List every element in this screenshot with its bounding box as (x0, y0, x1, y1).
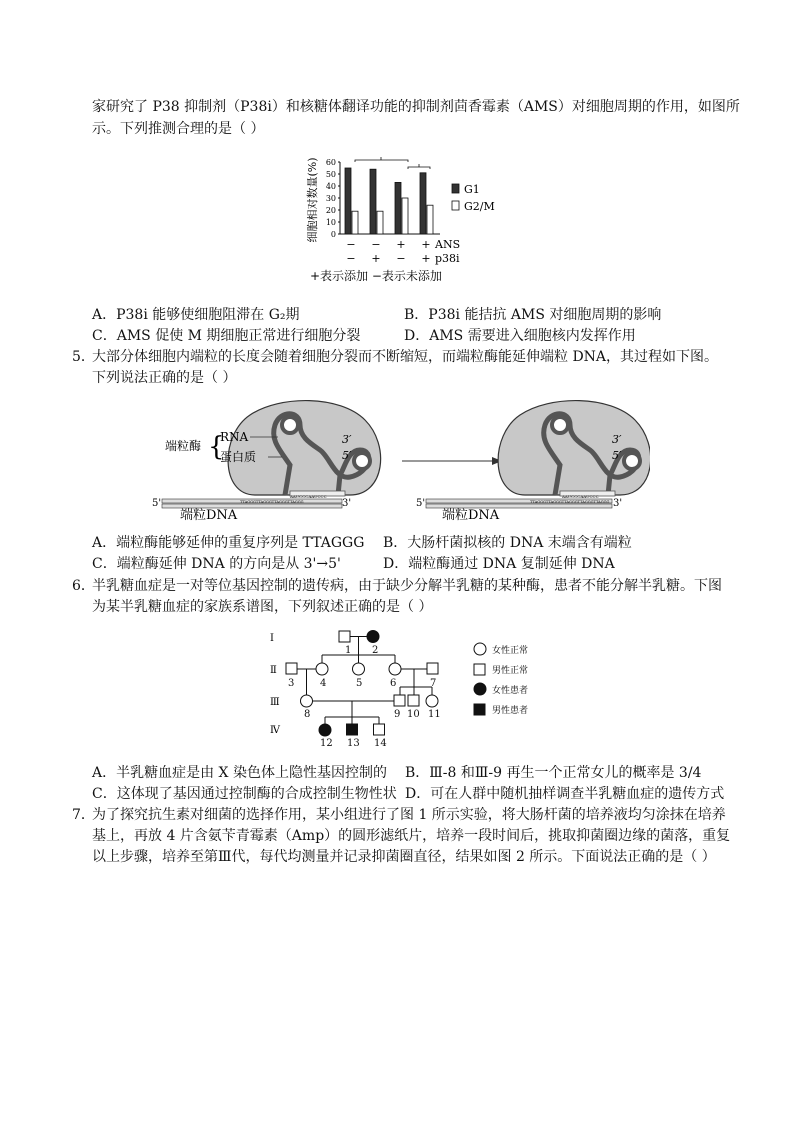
legend-female-normal: 女性正常 (492, 646, 529, 656)
id-14: 14 (374, 738, 387, 749)
p38i-1: − (346, 252, 356, 265)
chart-ylabel: 细胞相对数量(%) (306, 157, 319, 243)
legend-g2m: G2/M (464, 200, 495, 213)
q5-stem-line1: 大部分体细胞内端粒的长度会随着细胞分裂而不断缩短，而端粒酶能延伸端粒 DNA，其过程如下图。 (92, 349, 719, 365)
ans-label: ANS (435, 238, 461, 251)
q4-stem-line1: 家研究了 P38 抑制剂（P38i）和核糖体翻译功能的抑制剂茴香霉素（AMS）对细胞周期的作用，如图所 (92, 99, 740, 115)
q7-line2: 基上，再放 4 片含氨苄青霉素（Amp）的圆形滤纸片，培养一段时间后，挑取抑菌圈边缘的菌落，重复 (92, 828, 731, 844)
left-dna-label: 端粒DNA (180, 508, 238, 523)
bar-g2m-1 (352, 211, 358, 234)
id-4: 4 (320, 678, 327, 689)
q5-option-d: D．端粒酶通过 DNA 复制延伸 DNA (383, 556, 615, 572)
y-tick-label: 20 (325, 206, 336, 215)
protein-label: 蛋白质 (220, 450, 257, 464)
y-tick-label: 10 (325, 218, 336, 227)
gen-IV: Ⅳ (270, 725, 280, 736)
ans-2: − (371, 238, 381, 251)
q4-option-a: A．P38i 能够使细胞阻滞在 G₂期 (92, 307, 300, 323)
y-tick-label: 30 (325, 194, 336, 203)
chart-note: +表示添加 −表示未添加 (310, 269, 442, 283)
rna-label: RNA (220, 430, 249, 444)
q6-option-d: D．可在人群中随机抽样调查半乳糖血症的遗传方式 (405, 786, 725, 802)
q7-line1: 为了探究抗生素对细菌的选择作用，某小组进行了图 1 所示实验，将大肠杆菌的培养液均匀涂抹在培养 (92, 807, 726, 823)
pedigree-chart (262, 625, 552, 753)
gen-III: Ⅲ (270, 697, 280, 708)
y-tick-label: 40 (325, 182, 336, 191)
brace: { (208, 432, 225, 462)
q4-stem-line2: 示。下列推测合理的是（ ） (92, 121, 265, 137)
id-11: 11 (428, 709, 441, 720)
bar-g2m-3 (402, 198, 408, 234)
right-dna-label: 端粒DNA (442, 508, 500, 523)
legend-male-normal: 男性正常 (492, 666, 529, 676)
label-3prime-left: 3′ (342, 433, 352, 446)
q6-stem-line2: 为某半乳糖血症的家族系谱图，下列叙述正确的是（ ） (92, 599, 433, 615)
id-7: 7 (430, 678, 437, 689)
id-1: 1 (345, 645, 352, 656)
legend-g1: G1 (464, 183, 480, 196)
label-3prime-right: 3′ (612, 433, 622, 446)
q4-option-c: C．AMS 促使 M 期细胞正常进行细胞分裂 (92, 328, 361, 344)
y-tick-label: 60 (325, 158, 336, 167)
right-seq: TTAGGGTTAGGGTTAGGGTTAGGGTTAGGG (530, 500, 610, 504)
ans-1: − (346, 238, 356, 251)
y-tick-label: 0 (330, 230, 336, 239)
left-seq: TTAGGGTTAGGGTTAGGGTTAGGG (240, 500, 304, 504)
bar-g1-3 (395, 182, 401, 234)
q6-option-a: A．半乳糖血症是由 X 染色体上隐性基因控制的 (92, 765, 387, 781)
p38i-4: + (421, 252, 431, 265)
cell-cycle-bar-chart (300, 152, 520, 287)
bar-g1-1 (345, 168, 351, 234)
right-template: AAUCCCAAUCCC (562, 494, 599, 499)
bar-g1-2 (370, 169, 376, 234)
bar-g1-4 (420, 173, 426, 234)
id-12: 12 (320, 738, 333, 749)
q7-line3: 以上步骤，培养至第Ⅲ代，每代均测量并记录抑菌圈直径，结果如图 2 所示。下面说法正确的是（ ） (92, 849, 716, 865)
right-dna-3end: 3' (613, 498, 623, 509)
q4-option-b: B．P38i 能拮抗 AMS 对细胞周期的影响 (404, 307, 662, 323)
label-5prime-left: 5′ (342, 449, 352, 462)
telomerase-left (228, 401, 381, 496)
bar-g2m-2 (377, 211, 383, 234)
telomerase-diagram (150, 395, 650, 525)
id-9: 9 (394, 709, 401, 720)
q6-option-b: B．Ⅲ-8 和Ⅲ-9 再生一个正常女儿的概率是 3/4 (405, 765, 702, 781)
enzyme-label: 端粒酶 (165, 439, 202, 453)
left-template: AAUCCCAAUCCC (290, 494, 327, 499)
p38i-3: − (396, 252, 406, 265)
id-3: 3 (288, 678, 295, 689)
q7-number: 7． (72, 807, 95, 823)
bars (345, 168, 433, 234)
q5-option-a: A．端粒酶能够延伸的重复序列是 TTAGGG (92, 535, 365, 551)
id-2: 2 (372, 645, 379, 656)
ans-4: + (421, 238, 431, 251)
q5-number: 5． (72, 349, 95, 365)
q5-option-c: C．端粒酶延伸 DNA 的方向是从 3'→5' (92, 556, 341, 572)
gen-II: Ⅱ (270, 665, 277, 676)
q5-stem-line2: 下列说法正确的是（ ） (92, 370, 237, 386)
y-ticks (326, 158, 340, 239)
q5-option-b: B．大肠杆菌拟核的 DNA 末端含有端粒 (383, 535, 632, 551)
id-5: 5 (356, 678, 363, 689)
y-tick-label: 50 (325, 170, 336, 179)
p38i-label: p38i (435, 252, 460, 265)
ans-3: + (396, 238, 406, 251)
gen-I: Ⅰ (270, 633, 274, 644)
left-dna-3end: 3' (342, 498, 352, 509)
q6-option-c: C．这体现了基因通过控制酶的合成控制生物性状 (92, 786, 397, 802)
legend-male-affected: 男性患者 (492, 706, 529, 716)
label-5prime-right: 5′ (612, 449, 622, 462)
id-13: 13 (347, 738, 360, 749)
q4-option-d: D．AMS 需要进入细胞核内发挥作用 (404, 328, 636, 344)
p38i-2: + (371, 252, 381, 265)
q6-stem-line1: 半乳糖血症是一对等位基因控制的遗传病，由于缺少分解半乳糖的某种酶，患者不能分解半乳糖。下图 (92, 578, 722, 594)
id-6: 6 (390, 678, 397, 689)
id-10: 10 (407, 709, 420, 720)
legend-female-affected: 女性患者 (492, 686, 529, 696)
q6-number: 6． (72, 578, 95, 594)
telomerase-right (498, 401, 650, 496)
left-dna-5end: 5' (152, 498, 162, 509)
bar-g2m-4 (427, 205, 433, 234)
id-8: 8 (304, 709, 311, 720)
right-dna-5end: 5' (416, 498, 426, 509)
